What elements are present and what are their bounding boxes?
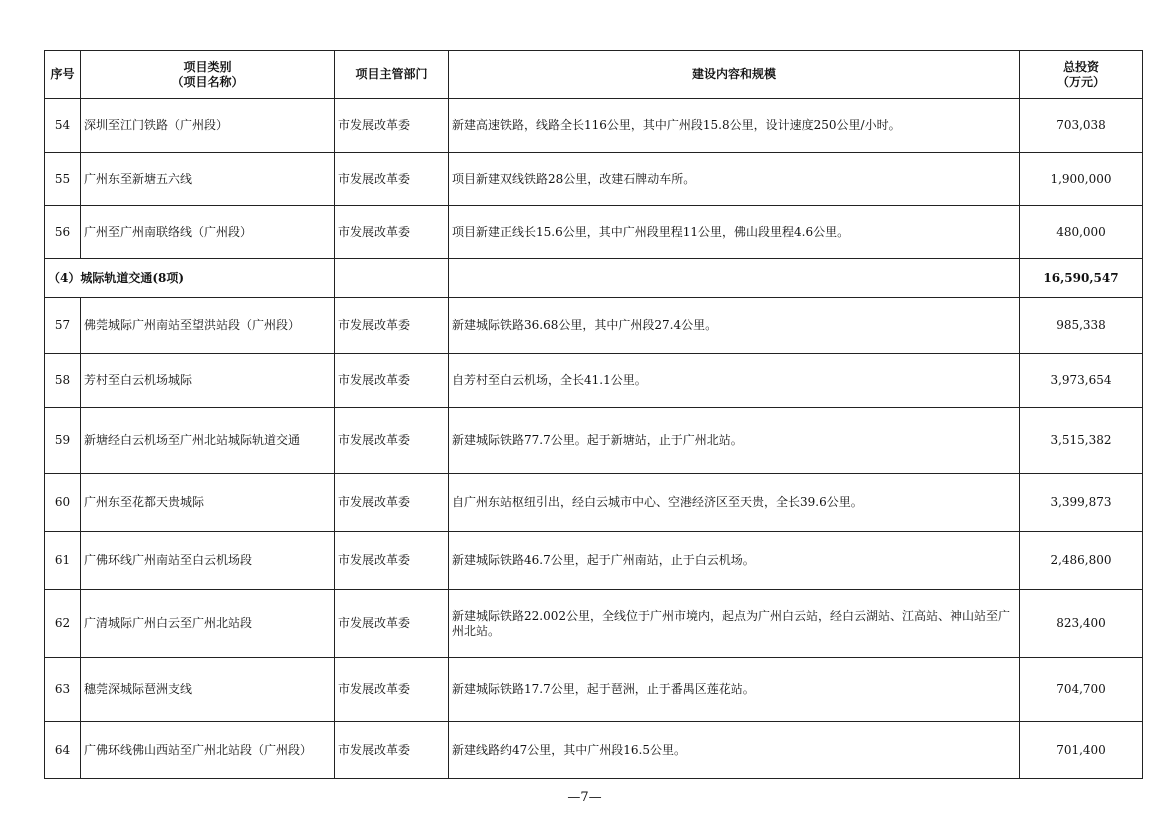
row-investment: 704,700 (1020, 658, 1143, 722)
row-seq: 64 (45, 722, 81, 779)
table-row (45, 658, 1143, 722)
row-seq: 56 (45, 206, 81, 259)
row-content: 新建城际铁路22.002公里，全线位于广州市境内，起点为广州白云站，经白云湖站、江高站、神山站至广州北站。 (449, 590, 1020, 658)
row-name: 佛莞城际广州南站至望洪站段（广州段） (81, 298, 335, 354)
row-seq: 63 (45, 658, 81, 722)
row-name: 广州东至新塘五六线 (81, 153, 335, 206)
table-row (45, 354, 1143, 408)
table-row (45, 408, 1143, 474)
projects-table (44, 50, 1143, 779)
row-dept: 市发展改革委 (335, 408, 449, 474)
table-row (45, 722, 1143, 779)
row-seq: 55 (45, 153, 81, 206)
section-row (45, 259, 1143, 298)
header-category-line1: 项目类别 (183, 59, 232, 74)
row-content: 项目新建双线铁路28公里，改建石牌动车所。 (449, 153, 1020, 206)
table-row (45, 99, 1143, 153)
row-dept: 市发展改革委 (335, 474, 449, 532)
row-seq: 61 (45, 532, 81, 590)
row-dept: 市发展改革委 (335, 532, 449, 590)
row-investment: 3,973,654 (1020, 354, 1143, 408)
row-content: 自芳村至白云机场，全长41.1公里。 (449, 354, 1020, 408)
row-name: 穗莞深城际琶洲支线 (81, 658, 335, 722)
section-dept-empty (335, 259, 449, 298)
row-seq: 60 (45, 474, 81, 532)
row-name: 广清城际广州白云至广州北站段 (81, 590, 335, 658)
row-dept: 市发展改革委 (335, 153, 449, 206)
row-investment: 3,515,382 (1020, 408, 1143, 474)
header-category (81, 51, 335, 99)
header-investment-line1: 总投资 (1062, 59, 1099, 74)
header-seq: 序号 (45, 51, 81, 99)
row-name: 深圳至江门铁路（广州段） (81, 99, 335, 153)
header-category-line2: （项目名称） (171, 74, 244, 89)
row-seq: 54 (45, 99, 81, 153)
row-content: 新建线路约47公里，其中广州段16.5公里。 (449, 722, 1020, 779)
row-seq: 58 (45, 354, 81, 408)
header-department: 项目主管部门 (335, 51, 449, 99)
row-dept: 市发展改革委 (335, 99, 449, 153)
row-content: 新建城际铁路36.68公里，其中广州段27.4公里。 (449, 298, 1020, 354)
table-row (45, 474, 1143, 532)
row-name: 新塘经白云机场至广州北站城际轨道交通 (81, 408, 335, 474)
header-investment-line2: （万元） (1056, 74, 1105, 89)
row-content: 新建城际铁路46.7公里，起于广州南站，止于白云机场。 (449, 532, 1020, 590)
row-dept: 市发展改革委 (335, 298, 449, 354)
table-row (45, 206, 1143, 259)
row-seq: 62 (45, 590, 81, 658)
row-investment: 985,338 (1020, 298, 1143, 354)
page-number: —7— (567, 790, 602, 805)
section-content-empty (449, 259, 1020, 298)
row-investment: 2,486,800 (1020, 532, 1143, 590)
row-investment: 701,400 (1020, 722, 1143, 779)
table-row (45, 532, 1143, 590)
row-investment: 3,399,873 (1020, 474, 1143, 532)
row-name: 芳村至白云机场城际 (81, 354, 335, 408)
header-content: 建设内容和规模 (449, 51, 1020, 99)
row-seq: 59 (45, 408, 81, 474)
row-dept: 市发展改革委 (335, 658, 449, 722)
table-row (45, 153, 1143, 206)
section-investment: 16,590,547 (1020, 259, 1143, 298)
section-title: （4）城际轨道交通(8项) (45, 259, 335, 298)
row-name: 广州东至花都天贵城际 (81, 474, 335, 532)
row-seq: 57 (45, 298, 81, 354)
row-dept: 市发展改革委 (335, 354, 449, 408)
row-content: 自广州东站枢纽引出，经白云城市中心、空港经济区至天贵，全长39.6公里。 (449, 474, 1020, 532)
table-row (45, 298, 1143, 354)
row-content: 新建城际铁路17.7公里，起于琶洲，止于番禺区莲花站。 (449, 658, 1020, 722)
table-row (45, 590, 1143, 658)
row-content: 项目新建正线长15.6公里，其中广州段里程11公里，佛山段里程4.6公里。 (449, 206, 1020, 259)
row-investment: 823,400 (1020, 590, 1143, 658)
row-name: 广佛环线广州南站至白云机场段 (81, 532, 335, 590)
row-investment: 1,900,000 (1020, 153, 1143, 206)
row-name: 广州至广州南联络线（广州段） (81, 206, 335, 259)
row-investment: 480,000 (1020, 206, 1143, 259)
row-content: 新建高速铁路，线路全长116公里，其中广州段15.8公里，设计速度250公里/小时。 (449, 99, 1020, 153)
row-content: 新建城际铁路77.7公里。起于新塘站，止于广州北站。 (449, 408, 1020, 474)
row-dept: 市发展改革委 (335, 590, 449, 658)
header-investment (1020, 51, 1143, 99)
row-dept: 市发展改革委 (335, 722, 449, 779)
row-name: 广佛环线佛山西站至广州北站段（广州段） (81, 722, 335, 779)
table-header-row (45, 51, 1143, 99)
row-dept: 市发展改革委 (335, 206, 449, 259)
row-investment: 703,038 (1020, 99, 1143, 153)
